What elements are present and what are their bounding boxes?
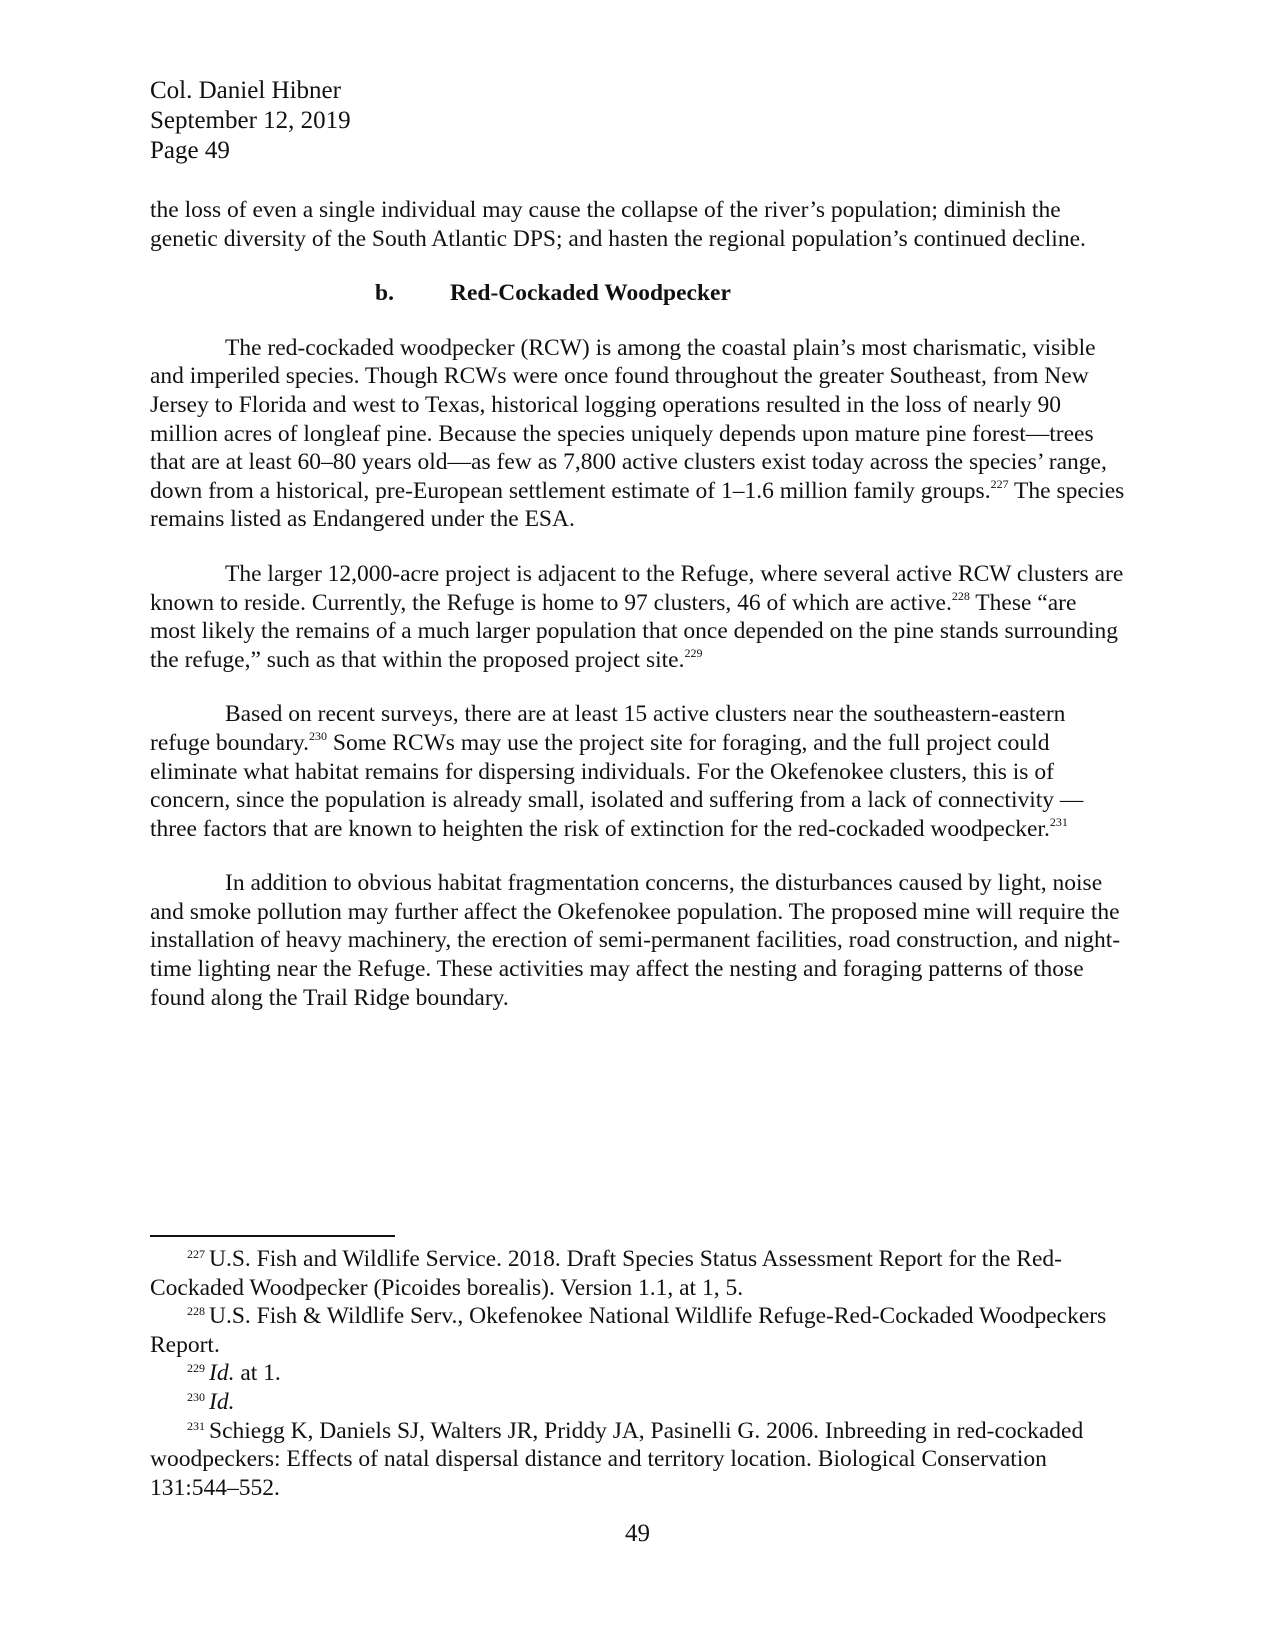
paragraph-text: The red-cockaded woodpecker (RCW) is among the coastal plain’s most charismatic, visible and imperiled species. Though RCWs were once found throughout the greater Southeast, from New Jersey to Florida and west to Texas, historical logging operations resulted in the loss of nearly 90 million acres of longleaf pine. Because the species uniquely depends upon mature pine forest—trees that are at least 60–80 years old—as few as 7,800 active clusters exist today across the species’ range, down from a historical, pre-European settlement estimate of 1–1.6 million family groups. bbox=[150, 334, 1107, 504]
paragraph-text: The larger 12,000-acre project is adjacent to the Refuge, where several active RCW clusters are known to reside. Currently, the Refuge is home to 97 clusters, 46 of which are active. bbox=[150, 560, 1124, 616]
footnote-text: Schiegg K, Daniels SJ, Walters JR, Priddy JA, Pasinelli G. 2006. Inbreeding in red-cockaded woodpeckers: Effects of natal dispersal distance and territory location. Biological Conservation 131:544–552. bbox=[150, 1417, 1084, 1501]
paragraph-disturbances: In addition to obvious habitat fragmentation concerns, the disturbances caused by light, noise and smoke pollution may further affect the Okefenokee population. The proposed mine will require the installation of heavy machinery, the erection of semi-permanent facilities, road construction, and night-time lighting near the Refuge. These activities may affect the nesting and foraging patterns of those found along the Trail Ridge boundary. bbox=[150, 870, 1121, 1011]
footnote-ref-228[interactable]: 228 bbox=[951, 588, 970, 603]
letter-header bbox=[150, 76, 351, 166]
footnote-ref-229[interactable]: 229 bbox=[684, 645, 703, 660]
footnote-number: 230 bbox=[187, 1389, 205, 1404]
footnote-divider bbox=[150, 1235, 395, 1237]
paragraph-text: The species remains listed as Endangered under the ESA. bbox=[150, 477, 1125, 533]
footnote-ref-231[interactable]: 231 bbox=[1049, 814, 1068, 829]
paragraph-recent-surveys bbox=[150, 700, 1125, 843]
footnote-number: 227 bbox=[187, 1247, 205, 1261]
footnote-italic: Id. bbox=[209, 1388, 235, 1415]
document-page bbox=[150, 0, 1125, 1651]
footnote-228 bbox=[150, 1302, 1125, 1359]
paragraph-text: Based on recent surveys, there are at least 15 active clusters near the southeastern-eastern refuge boundary. bbox=[150, 701, 1066, 756]
continued-paragraph: the loss of even a single individual may cause the collapse of the river’s population; diminish the genetic diversity of the South Atlantic DPS; and hasten the regional population’s continued decline. bbox=[150, 197, 1086, 252]
page-label: Page 49 bbox=[150, 137, 230, 164]
paragraph-text: Some RCWs may use the project site for foraging, and the full project could eliminate what habitat remains for dispersing individuals. For the Okefenokee clusters, this is of concern, since the population is already small, isolated and suffering from a lack of connectivity —three factors that are known to heighten the risk of extinction for the red-cockaded woodpecker. bbox=[150, 729, 1084, 842]
footnotes bbox=[150, 1245, 1125, 1502]
footnote-ref-230[interactable]: 230 bbox=[309, 728, 327, 743]
paragraph-refuge-clusters bbox=[150, 560, 1125, 674]
footnote-text: U.S. Fish and Wildlife Service. 2018. Draft Species Status Assessment Report for the Red-Cockaded Woodpecker (Picoides borealis). Version 1.1, at 1, 5. bbox=[150, 1246, 1062, 1301]
footnote-text: U.S. Fish & Wildlife Serv., Okefenokee National Wildlife Refuge-Red-Cockaded Woodpeckers Report. bbox=[150, 1303, 1107, 1358]
page-number: 49 bbox=[625, 1520, 650, 1547]
footnote-text: at 1. bbox=[234, 1360, 281, 1387]
paragraph-rcw-overview bbox=[150, 334, 1125, 534]
footnote-231 bbox=[150, 1417, 1125, 1503]
paragraph-text: These “are most likely the remains of a much larger population that once depended on the pine stands surrounding the refuge,” such as that within the proposed project site. bbox=[150, 589, 1119, 673]
section-title: Red-Cockaded Woodpecker bbox=[450, 280, 731, 307]
letter-date: September 12, 2019 bbox=[150, 107, 351, 134]
body-text bbox=[150, 196, 1125, 1038]
footnote-number: 231 bbox=[187, 1418, 205, 1433]
footnote-229 bbox=[150, 1359, 1125, 1388]
section-heading bbox=[150, 279, 1125, 308]
footnote-230 bbox=[150, 1388, 1125, 1417]
footnote-italic: Id. bbox=[209, 1360, 235, 1387]
recipient-name: Col. Daniel Hibner bbox=[150, 77, 341, 104]
footnote-number: 229 bbox=[187, 1361, 205, 1376]
footnote-ref-227[interactable]: 227 bbox=[990, 476, 1009, 491]
footnote-227 bbox=[150, 1245, 1125, 1302]
section-letter: b. bbox=[375, 280, 394, 307]
footnote-number: 228 bbox=[187, 1304, 205, 1319]
